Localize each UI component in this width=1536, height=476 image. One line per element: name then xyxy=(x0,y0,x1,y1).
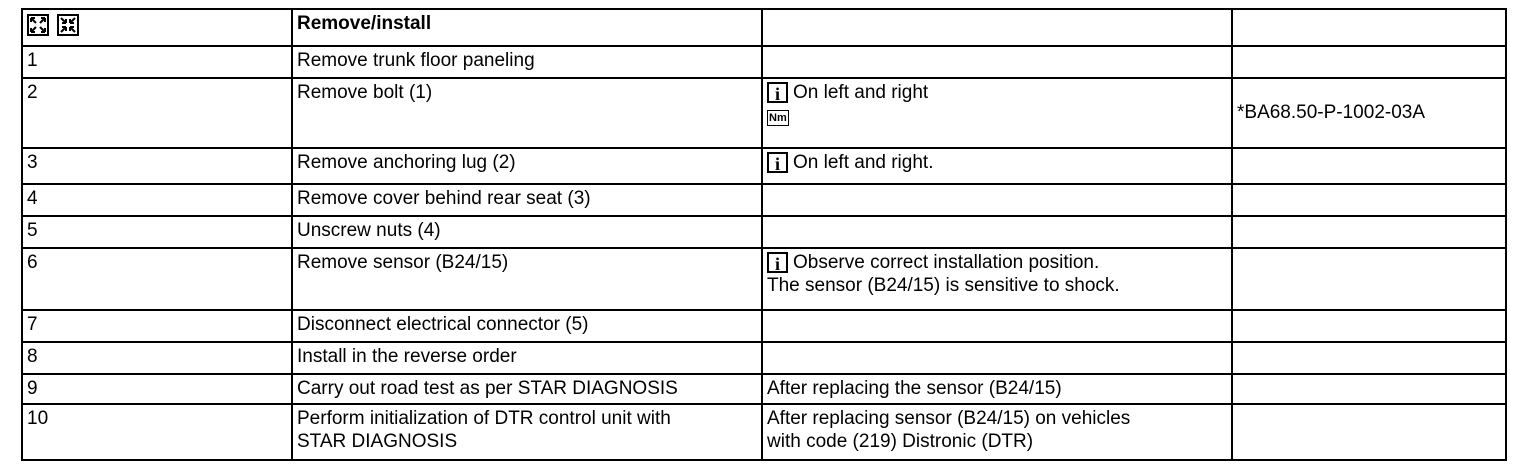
step-number: 6 xyxy=(22,248,292,310)
step-note: After replacing the sensor (B24/15) xyxy=(762,374,1232,404)
step-action: Remove trunk floor paneling xyxy=(292,46,762,78)
step-number: 7 xyxy=(22,310,292,342)
step-action: Carry out road test as per STAR DIAGNOSIS xyxy=(292,374,762,404)
table-row xyxy=(22,374,1506,404)
step-note-cell xyxy=(762,248,1232,310)
table-row xyxy=(22,310,1506,342)
info-icon[interactable]: i xyxy=(767,82,788,103)
step-note-cell xyxy=(762,148,1232,184)
info-icon[interactable]: i xyxy=(767,152,788,173)
step-number: 1 xyxy=(22,46,292,78)
step-note: After replacing sensor (B24/15) on vehicles xyxy=(767,408,1131,429)
step-note: Observe correct installation position. xyxy=(793,252,1100,273)
table-row xyxy=(22,216,1506,248)
table-row xyxy=(22,78,1506,148)
step-action: Disconnect electrical connector (5) xyxy=(292,310,762,342)
step-action: Install in the reverse order xyxy=(292,342,762,374)
step-action: Remove sensor (B24/15) xyxy=(292,248,762,310)
step-reference-cell xyxy=(1232,78,1506,148)
step-note-2: with code (219) Distronic (DTR) xyxy=(767,431,1034,452)
table-row xyxy=(22,404,1506,460)
collapse-icon[interactable] xyxy=(57,14,79,36)
step-number: 2 xyxy=(22,78,292,148)
step-action: Unscrew nuts (4) xyxy=(292,216,762,248)
step-action: Perform initialization of DTR control unit with xyxy=(297,408,671,429)
step-note-cell xyxy=(762,78,1232,148)
step-number: 3 xyxy=(22,148,292,184)
step-number: 4 xyxy=(22,184,292,216)
step-action: Remove anchoring lug (2) xyxy=(292,148,762,184)
table-row xyxy=(22,184,1506,216)
info-icon[interactable]: i xyxy=(767,252,788,273)
step-action-2: STAR DIAGNOSIS xyxy=(297,431,458,452)
step-number: 8 xyxy=(22,342,292,374)
step-note: On left and right. xyxy=(793,152,934,173)
expand-icon[interactable] xyxy=(27,14,49,36)
step-note-cell xyxy=(762,404,1232,460)
table-row xyxy=(22,46,1506,78)
reference-link[interactable]: *BA68.50-P-1002-03A xyxy=(1237,102,1426,123)
header-title: Remove/install xyxy=(292,9,762,46)
procedure-table xyxy=(21,8,1507,461)
step-action-cell xyxy=(292,404,762,460)
header-row xyxy=(22,9,1506,46)
step-note: On left and right xyxy=(793,82,929,103)
step-number: 9 xyxy=(22,374,292,404)
table-row xyxy=(22,148,1506,184)
step-note-2: The sensor (B24/15) is sensitive to shock. xyxy=(767,275,1120,296)
table-row xyxy=(22,342,1506,374)
header-icons-cell xyxy=(22,9,292,46)
torque-nm-icon[interactable]: Nm xyxy=(769,112,787,124)
table-row xyxy=(22,248,1506,310)
step-number: 5 xyxy=(22,216,292,248)
step-action: Remove cover behind rear seat (3) xyxy=(292,184,762,216)
step-action: Remove bolt (1) xyxy=(292,78,762,148)
step-number: 10 xyxy=(22,404,292,460)
